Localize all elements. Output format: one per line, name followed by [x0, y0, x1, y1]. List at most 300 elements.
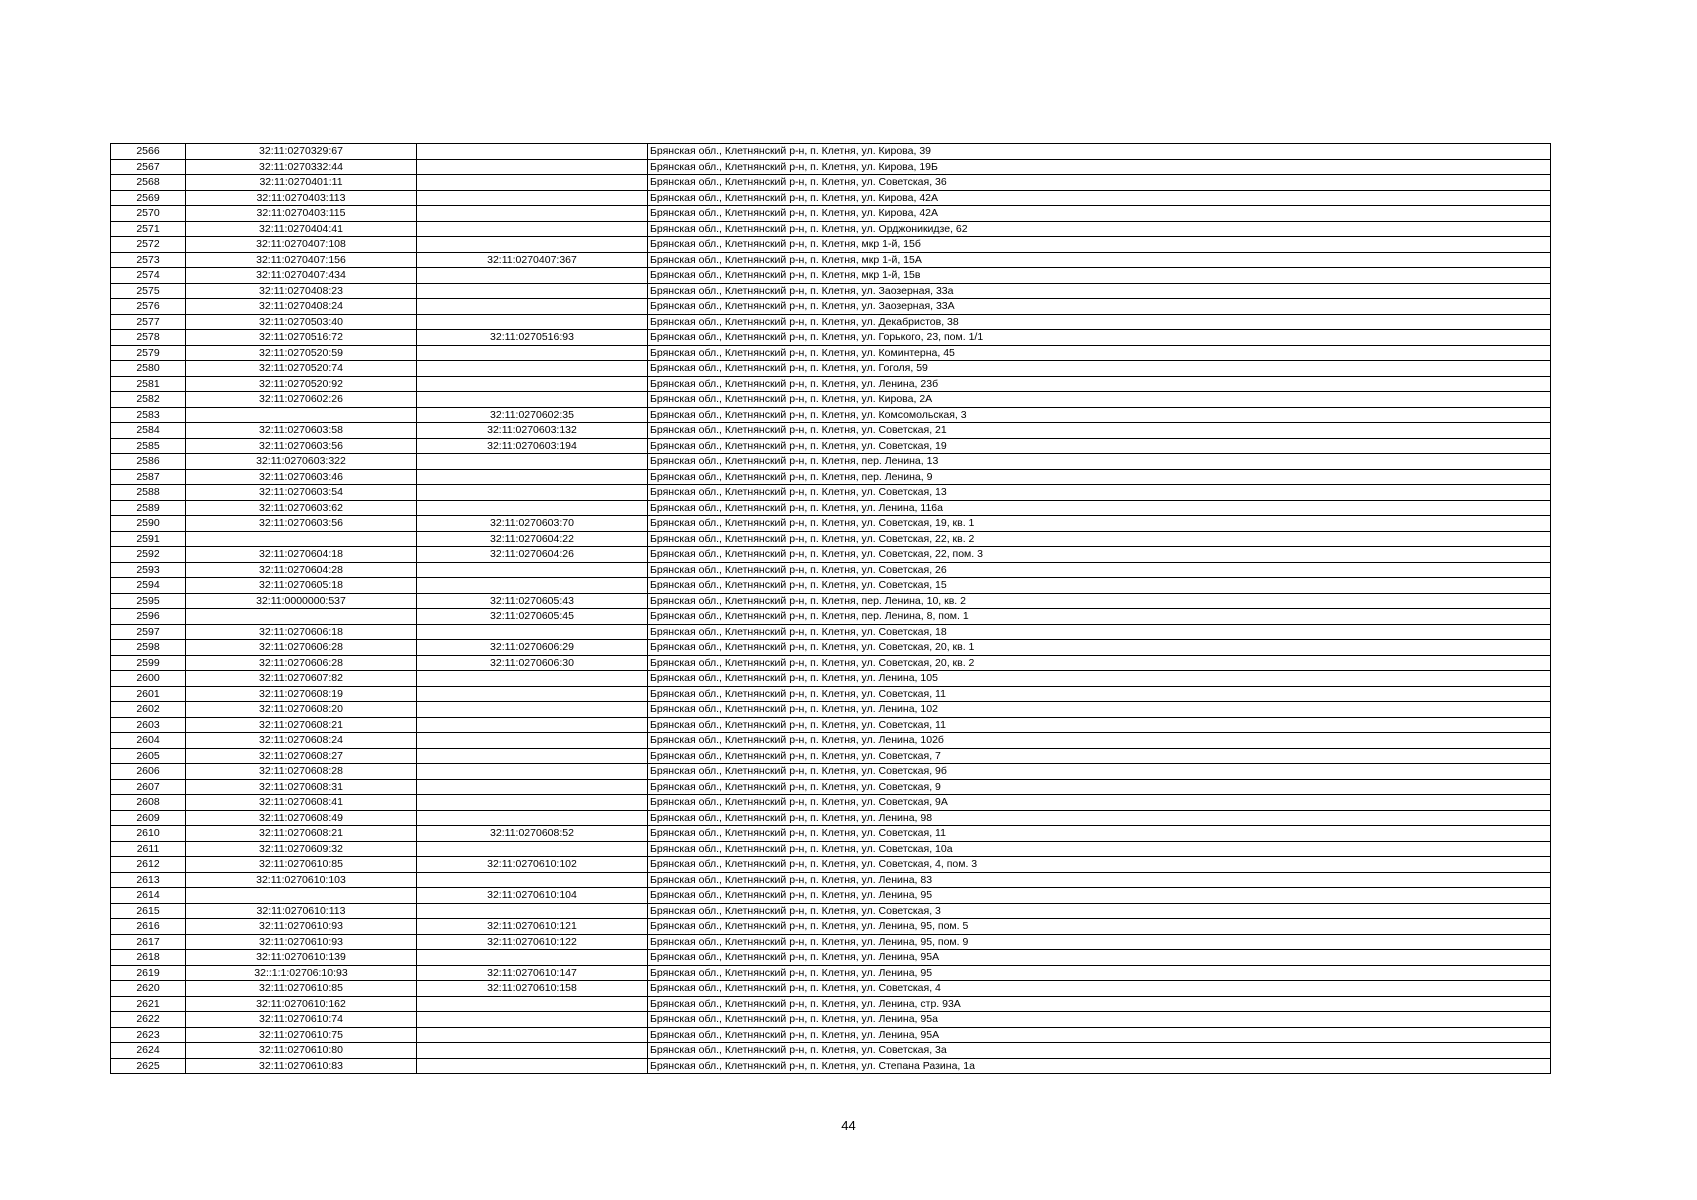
- row-number-cell: 2568: [111, 175, 186, 191]
- table-row: [111, 516, 1551, 532]
- table-row: [111, 934, 1551, 950]
- row-number-cell: 2598: [111, 640, 186, 656]
- object-cadastral-number-cell: 32:11:0270608:52: [417, 826, 648, 842]
- row-number-cell: 2579: [111, 345, 186, 361]
- cadastral-number-cell: 32:11:0270610:85: [186, 981, 417, 997]
- object-cadastral-number-cell: [417, 562, 648, 578]
- address-cell: Брянская обл., Клетнянский р-н, п. Клетня, ул. Ленина, 105: [648, 671, 1551, 687]
- address-cell: Брянская обл., Клетнянский р-н, п. Клетня, ул. Советская, 9: [648, 779, 1551, 795]
- address-cell: Брянская обл., Клетнянский р-н, п. Клетня, ул. Советская, 36: [648, 175, 1551, 191]
- address-cell: Брянская обл., Клетнянский р-н, п. Клетня, ул. Гоголя, 59: [648, 361, 1551, 377]
- object-cadastral-number-cell: [417, 361, 648, 377]
- object-cadastral-number-cell: [417, 795, 648, 811]
- table-row: [111, 299, 1551, 315]
- row-number-cell: 2581: [111, 376, 186, 392]
- row-number-cell: 2620: [111, 981, 186, 997]
- table-row: [111, 500, 1551, 516]
- cadastral-number-cell: 32:11:0270610:80: [186, 1043, 417, 1059]
- object-cadastral-number-cell: 32:11:0270604:26: [417, 547, 648, 563]
- row-number-cell: 2582: [111, 392, 186, 408]
- object-cadastral-number-cell: [417, 671, 648, 687]
- table-row: [111, 609, 1551, 625]
- row-number-cell: 2584: [111, 423, 186, 439]
- address-cell: Брянская обл., Клетнянский р-н, п. Клетня, пер. Ленина, 10, кв. 2: [648, 593, 1551, 609]
- row-number-cell: 2622: [111, 1012, 186, 1028]
- address-cell: Брянская обл., Клетнянский р-н, п. Клетня, ул. Советская, 22, пом. 3: [648, 547, 1551, 563]
- object-cadastral-number-cell: [417, 469, 648, 485]
- address-cell: Брянская обл., Клетнянский р-н, п. Клетня, ул. Советская, 9А: [648, 795, 1551, 811]
- cadastral-number-cell: [186, 531, 417, 547]
- row-number-cell: 2566: [111, 144, 186, 160]
- address-cell: Брянская обл., Клетнянский р-н, п. Клетня, ул. Советская, 22, кв. 2: [648, 531, 1551, 547]
- table-row: [111, 1012, 1551, 1028]
- row-number-cell: 2621: [111, 996, 186, 1012]
- address-cell: Брянская обл., Клетнянский р-н, п. Клетня, ул. Орджоникидзе, 62: [648, 221, 1551, 237]
- object-cadastral-number-cell: [417, 779, 648, 795]
- row-number-cell: 2594: [111, 578, 186, 594]
- object-cadastral-number-cell: 32:11:0270602:35: [417, 407, 648, 423]
- object-cadastral-number-cell: [417, 237, 648, 253]
- object-cadastral-number-cell: 32:11:0270407:367: [417, 252, 648, 268]
- table-row: [111, 919, 1551, 935]
- table-row: [111, 144, 1551, 160]
- address-cell: Брянская обл., Клетнянский р-н, п. Клетня, ул. Советская, 19: [648, 438, 1551, 454]
- row-number-cell: 2610: [111, 826, 186, 842]
- address-cell: Брянская обл., Клетнянский р-н, п. Клетня, ул. Декабристов, 38: [648, 314, 1551, 330]
- row-number-cell: 2588: [111, 485, 186, 501]
- row-number-cell: 2609: [111, 810, 186, 826]
- row-number-cell: 2624: [111, 1043, 186, 1059]
- table-row: [111, 624, 1551, 640]
- object-cadastral-number-cell: 32:11:0270610:104: [417, 888, 648, 904]
- object-cadastral-number-cell: [417, 702, 648, 718]
- row-number-cell: 2614: [111, 888, 186, 904]
- object-cadastral-number-cell: 32:11:0270516:93: [417, 330, 648, 346]
- row-number-cell: 2607: [111, 779, 186, 795]
- row-number-cell: 2599: [111, 655, 186, 671]
- cadastral-number-cell: 32:11:0270407:434: [186, 268, 417, 284]
- address-cell: Брянская обл., Клетнянский р-н, п. Клетня, ул. Советская, 18: [648, 624, 1551, 640]
- object-cadastral-number-cell: 32:11:0270610:122: [417, 934, 648, 950]
- object-cadastral-number-cell: [417, 485, 648, 501]
- address-cell: Брянская обл., Клетнянский р-н, п. Клетня, пер. Ленина, 13: [648, 454, 1551, 470]
- address-cell: Брянская обл., Клетнянский р-н, п. Клетня, ул. Ленина, 116а: [648, 500, 1551, 516]
- cadastral-number-cell: 32:11:0270607:82: [186, 671, 417, 687]
- table-row: [111, 392, 1551, 408]
- cadastral-number-cell: 32:11:0270606:28: [186, 640, 417, 656]
- table-row: [111, 1058, 1551, 1074]
- object-cadastral-number-cell: [417, 1012, 648, 1028]
- table-row: [111, 423, 1551, 439]
- address-cell: Брянская обл., Клетнянский р-н, п. Клетня, ул. Советская, 10а: [648, 841, 1551, 857]
- table-row: [111, 330, 1551, 346]
- address-cell: Брянская обл., Клетнянский р-н, п. Клетня, мкр 1-й, 15А: [648, 252, 1551, 268]
- address-cell: Брянская обл., Клетнянский р-н, п. Клетня, ул. Ленина, 102: [648, 702, 1551, 718]
- cadastral-number-cell: 32:11:0270408:24: [186, 299, 417, 315]
- row-number-cell: 2595: [111, 593, 186, 609]
- table-row: [111, 454, 1551, 470]
- cadastral-number-cell: 32:11:0270603:56: [186, 516, 417, 532]
- table-row: [111, 376, 1551, 392]
- address-cell: Брянская обл., Клетнянский р-н, п. Клетня, ул. Советская, 15: [648, 578, 1551, 594]
- object-cadastral-number-cell: 32:11:0270603:132: [417, 423, 648, 439]
- cadastral-number-cell: 32:11:0000000:537: [186, 593, 417, 609]
- cadastral-number-cell: 32:11:0270610:83: [186, 1058, 417, 1074]
- row-number-cell: 2592: [111, 547, 186, 563]
- row-number-cell: 2608: [111, 795, 186, 811]
- table-row: [111, 562, 1551, 578]
- address-cell: Брянская обл., Клетнянский р-н, п. Клетня, ул. Ленина, 95А: [648, 1027, 1551, 1043]
- address-cell: Брянская обл., Клетнянский р-н, п. Клетня, ул. Ленина, 98: [648, 810, 1551, 826]
- row-number-cell: 2593: [111, 562, 186, 578]
- row-number-cell: 2623: [111, 1027, 186, 1043]
- row-number-cell: 2578: [111, 330, 186, 346]
- table-row: [111, 857, 1551, 873]
- cadastral-number-cell: 32:11:0270610:113: [186, 903, 417, 919]
- object-cadastral-number-cell: [417, 268, 648, 284]
- object-cadastral-number-cell: [417, 454, 648, 470]
- address-cell: Брянская обл., Клетнянский р-н, п. Клетня, ул. Советская, 3а: [648, 1043, 1551, 1059]
- address-cell: Брянская обл., Клетнянский р-н, п. Клетня, ул. Горького, 23, пом. 1/1: [648, 330, 1551, 346]
- address-cell: Брянская обл., Клетнянский р-н, п. Клетня, ул. Ленина, 95, пом. 5: [648, 919, 1551, 935]
- table-row: [111, 640, 1551, 656]
- cadastral-number-cell: 32:11:0270610:74: [186, 1012, 417, 1028]
- table-row: [111, 903, 1551, 919]
- page-number: 44: [841, 1118, 856, 1133]
- object-cadastral-number-cell: [417, 903, 648, 919]
- cadastral-number-cell: 32:11:0270603:54: [186, 485, 417, 501]
- row-number-cell: 2617: [111, 934, 186, 950]
- row-number-cell: 2606: [111, 764, 186, 780]
- address-cell: Брянская обл., Клетнянский р-н, п. Клетня, ул. Советская, 13: [648, 485, 1551, 501]
- address-cell: Брянская обл., Клетнянский р-н, п. Клетня, ул. Комсомольская, 3: [648, 407, 1551, 423]
- row-number-cell: 2573: [111, 252, 186, 268]
- cadastral-number-cell: 32:11:0270608:31: [186, 779, 417, 795]
- row-number-cell: 2603: [111, 717, 186, 733]
- row-number-cell: 2596: [111, 609, 186, 625]
- table-row: [111, 981, 1551, 997]
- address-cell: Брянская обл., Клетнянский р-н, п. Клетня, ул. Кирова, 2А: [648, 392, 1551, 408]
- table-row: [111, 655, 1551, 671]
- table-row: [111, 872, 1551, 888]
- address-cell: Брянская обл., Клетнянский р-н, п. Клетня, ул. Советская, 4, пом. 3: [648, 857, 1551, 873]
- cadastral-number-cell: 32:11:0270610:162: [186, 996, 417, 1012]
- address-cell: Брянская обл., Клетнянский р-н, п. Клетня, пер. Ленина, 9: [648, 469, 1551, 485]
- cadastral-number-cell: 32:11:0270408:23: [186, 283, 417, 299]
- cadastral-number-cell: 32:11:0270606:18: [186, 624, 417, 640]
- cadastral-number-cell: 32:11:0270608:20: [186, 702, 417, 718]
- object-cadastral-number-cell: [417, 283, 648, 299]
- object-cadastral-number-cell: 32:11:0270610:102: [417, 857, 648, 873]
- object-cadastral-number-cell: 32:11:0270610:158: [417, 981, 648, 997]
- table-row: [111, 795, 1551, 811]
- address-cell: Брянская обл., Клетнянский р-н, п. Клетня, ул. Ленина, 102б: [648, 733, 1551, 749]
- cadastral-number-cell: 32:11:0270605:18: [186, 578, 417, 594]
- row-number-cell: 2613: [111, 872, 186, 888]
- object-cadastral-number-cell: 32:11:0270604:22: [417, 531, 648, 547]
- address-cell: Брянская обл., Клетнянский р-н, п. Клетня, ул. Ленина, 23б: [648, 376, 1551, 392]
- cadastral-number-cell: 32:11:0270608:24: [186, 733, 417, 749]
- row-number-cell: 2586: [111, 454, 186, 470]
- object-cadastral-number-cell: [417, 1043, 648, 1059]
- address-cell: Брянская обл., Клетнянский р-н, п. Клетня, ул. Ленина, 95А: [648, 950, 1551, 966]
- cadastral-number-cell: 32:11:0270404:41: [186, 221, 417, 237]
- address-cell: Брянская обл., Клетнянский р-н, п. Клетня, ул. Кирова, 39: [648, 144, 1551, 160]
- row-number-cell: 2611: [111, 841, 186, 857]
- object-cadastral-number-cell: 32:11:0270605:45: [417, 609, 648, 625]
- cadastral-number-cell: 32:11:0270516:72: [186, 330, 417, 346]
- object-cadastral-number-cell: [417, 578, 648, 594]
- object-cadastral-number-cell: [417, 299, 648, 315]
- table-row: [111, 810, 1551, 826]
- object-cadastral-number-cell: [417, 841, 648, 857]
- cadastral-number-cell: 32:11:0270503:40: [186, 314, 417, 330]
- table-row: [111, 671, 1551, 687]
- cadastral-number-cell: 32:11:0270603:62: [186, 500, 417, 516]
- address-cell: Брянская обл., Клетнянский р-н, п. Клетня, ул. Ленина, 95: [648, 888, 1551, 904]
- table-row: [111, 221, 1551, 237]
- cadastral-number-cell: 32::1:1:02706:10:93: [186, 965, 417, 981]
- object-cadastral-number-cell: 32:11:0270610:147: [417, 965, 648, 981]
- object-cadastral-number-cell: [417, 190, 648, 206]
- address-cell: Брянская обл., Клетнянский р-н, п. Клетня, ул. Ленина, 95а: [648, 1012, 1551, 1028]
- cadastral-number-cell: 32:11:0270608:21: [186, 826, 417, 842]
- object-cadastral-number-cell: 32:11:0270610:121: [417, 919, 648, 935]
- address-cell: Брянская обл., Клетнянский р-н, п. Клетня, пер. Ленина, 8, пом. 1: [648, 609, 1551, 625]
- row-number-cell: 2616: [111, 919, 186, 935]
- registry-table: [110, 143, 1551, 1074]
- table-row: [111, 237, 1551, 253]
- table-row: [111, 407, 1551, 423]
- address-cell: Брянская обл., Клетнянский р-н, п. Клетня, ул. Кирова, 42А: [648, 206, 1551, 222]
- address-cell: Брянская обл., Клетнянский р-н, п. Клетня, мкр 1-й, 15в: [648, 268, 1551, 284]
- object-cadastral-number-cell: [417, 175, 648, 191]
- address-cell: Брянская обл., Клетнянский р-н, п. Клетня, ул. Ленина, 95, пом. 9: [648, 934, 1551, 950]
- row-number-cell: 2591: [111, 531, 186, 547]
- row-number-cell: 2570: [111, 206, 186, 222]
- address-cell: Брянская обл., Клетнянский р-н, п. Клетня, ул. Ленина, стр. 93А: [648, 996, 1551, 1012]
- table-row: [111, 206, 1551, 222]
- row-number-cell: 2602: [111, 702, 186, 718]
- cadastral-number-cell: [186, 609, 417, 625]
- address-cell: Брянская обл., Клетнянский р-н, п. Клетня, ул. Советская, 21: [648, 423, 1551, 439]
- table-row: [111, 469, 1551, 485]
- cadastral-number-cell: 32:11:0270403:115: [186, 206, 417, 222]
- cadastral-number-cell: 32:11:0270608:28: [186, 764, 417, 780]
- cadastral-number-cell: 32:11:0270610:93: [186, 934, 417, 950]
- cadastral-number-cell: [186, 407, 417, 423]
- cadastral-number-cell: 32:11:0270332:44: [186, 159, 417, 175]
- cadastral-number-cell: 32:11:0270610:139: [186, 950, 417, 966]
- object-cadastral-number-cell: [417, 376, 648, 392]
- cadastral-number-cell: 32:11:0270604:28: [186, 562, 417, 578]
- table-row: [111, 686, 1551, 702]
- table-row: [111, 485, 1551, 501]
- address-cell: Брянская обл., Клетнянский р-н, п. Клетня, ул. Советская, 11: [648, 826, 1551, 842]
- cadastral-number-cell: 32:11:0270603:46: [186, 469, 417, 485]
- object-cadastral-number-cell: [417, 764, 648, 780]
- address-cell: Брянская обл., Клетнянский р-н, п. Клетня, ул. Советская, 19, кв. 1: [648, 516, 1551, 532]
- cadastral-number-cell: 32:11:0270610:93: [186, 919, 417, 935]
- table-row: [111, 593, 1551, 609]
- cadastral-number-cell: 32:11:0270407:156: [186, 252, 417, 268]
- cadastral-number-cell: 32:11:0270610:103: [186, 872, 417, 888]
- object-cadastral-number-cell: [417, 733, 648, 749]
- object-cadastral-number-cell: [417, 345, 648, 361]
- address-cell: Брянская обл., Клетнянский р-н, п. Клетня, ул. Советская, 11: [648, 686, 1551, 702]
- table-row: [111, 1027, 1551, 1043]
- row-number-cell: 2625: [111, 1058, 186, 1074]
- table-row: [111, 733, 1551, 749]
- table-row: [111, 996, 1551, 1012]
- cadastral-number-cell: 32:11:0270329:67: [186, 144, 417, 160]
- address-cell: Брянская обл., Клетнянский р-н, п. Клетня, ул. Советская, 26: [648, 562, 1551, 578]
- table-row: [111, 175, 1551, 191]
- object-cadastral-number-cell: [417, 159, 648, 175]
- table-row: [111, 779, 1551, 795]
- row-number-cell: 2601: [111, 686, 186, 702]
- address-cell: Брянская обл., Клетнянский р-н, п. Клетня, ул. Кирова, 19Б: [648, 159, 1551, 175]
- object-cadastral-number-cell: [417, 206, 648, 222]
- address-cell: Брянская обл., Клетнянский р-н, п. Клетня, ул. Ленина, 83: [648, 872, 1551, 888]
- object-cadastral-number-cell: [417, 1058, 648, 1074]
- row-number-cell: 2567: [111, 159, 186, 175]
- row-number-cell: 2615: [111, 903, 186, 919]
- address-cell: Брянская обл., Клетнянский р-н, п. Клетня, ул. Советская, 9б: [648, 764, 1551, 780]
- cadastral-number-cell: 32:11:0270603:322: [186, 454, 417, 470]
- address-cell: Брянская обл., Клетнянский р-н, п. Клетня, мкр 1-й, 15б: [648, 237, 1551, 253]
- object-cadastral-number-cell: [417, 950, 648, 966]
- row-number-cell: 2605: [111, 748, 186, 764]
- table-row: [111, 764, 1551, 780]
- table-row: [111, 826, 1551, 842]
- table-row: [111, 965, 1551, 981]
- cadastral-number-cell: 32:11:0270609:32: [186, 841, 417, 857]
- object-cadastral-number-cell: [417, 810, 648, 826]
- table-row: [111, 950, 1551, 966]
- row-number-cell: 2600: [111, 671, 186, 687]
- table-row: [111, 314, 1551, 330]
- cadastral-number-cell: 32:11:0270610:85: [186, 857, 417, 873]
- row-number-cell: 2585: [111, 438, 186, 454]
- table-row: [111, 748, 1551, 764]
- table-row: [111, 888, 1551, 904]
- table-row: [111, 190, 1551, 206]
- cadastral-number-cell: 32:11:0270610:75: [186, 1027, 417, 1043]
- row-number-cell: 2590: [111, 516, 186, 532]
- row-number-cell: 2577: [111, 314, 186, 330]
- cadastral-number-cell: 32:11:0270603:56: [186, 438, 417, 454]
- address-cell: Брянская обл., Клетнянский р-н, п. Клетня, ул. Заозерная, 33а: [648, 283, 1551, 299]
- object-cadastral-number-cell: [417, 717, 648, 733]
- cadastral-number-cell: 32:11:0270403:113: [186, 190, 417, 206]
- object-cadastral-number-cell: [417, 392, 648, 408]
- cadastral-number-cell: 32:11:0270520:92: [186, 376, 417, 392]
- object-cadastral-number-cell: 32:11:0270603:70: [417, 516, 648, 532]
- cadastral-number-cell: 32:11:0270520:59: [186, 345, 417, 361]
- row-number-cell: 2580: [111, 361, 186, 377]
- cadastral-number-cell: [186, 888, 417, 904]
- object-cadastral-number-cell: [417, 872, 648, 888]
- cadastral-number-cell: 32:11:0270401:11: [186, 175, 417, 191]
- row-number-cell: 2575: [111, 283, 186, 299]
- object-cadastral-number-cell: [417, 221, 648, 237]
- object-cadastral-number-cell: [417, 314, 648, 330]
- address-cell: Брянская обл., Клетнянский р-н, п. Клетня, ул. Советская, 11: [648, 717, 1551, 733]
- row-number-cell: 2612: [111, 857, 186, 873]
- table-row: [111, 361, 1551, 377]
- cadastral-number-cell: 32:11:0270602:26: [186, 392, 417, 408]
- table-row: [111, 717, 1551, 733]
- cadastral-number-cell: 32:11:0270604:18: [186, 547, 417, 563]
- table-row: [111, 702, 1551, 718]
- row-number-cell: 2589: [111, 500, 186, 516]
- object-cadastral-number-cell: [417, 624, 648, 640]
- cadastral-number-cell: 32:11:0270608:19: [186, 686, 417, 702]
- address-cell: Брянская обл., Клетнянский р-н, п. Клетня, ул. Советская, 20, кв. 2: [648, 655, 1551, 671]
- row-number-cell: 2619: [111, 965, 186, 981]
- table-row: [111, 841, 1551, 857]
- address-cell: Брянская обл., Клетнянский р-н, п. Клетня, ул. Советская, 7: [648, 748, 1551, 764]
- row-number-cell: 2569: [111, 190, 186, 206]
- object-cadastral-number-cell: 32:11:0270606:30: [417, 655, 648, 671]
- cadastral-number-cell: 32:11:0270603:58: [186, 423, 417, 439]
- object-cadastral-number-cell: 32:11:0270606:29: [417, 640, 648, 656]
- row-number-cell: 2597: [111, 624, 186, 640]
- row-number-cell: 2587: [111, 469, 186, 485]
- table-row: [111, 268, 1551, 284]
- table-row: [111, 252, 1551, 268]
- table-row: [111, 159, 1551, 175]
- registry-table-body: [111, 144, 1551, 1074]
- address-cell: Брянская обл., Клетнянский р-н, п. Клетня, ул. Советская, 20, кв. 1: [648, 640, 1551, 656]
- address-cell: Брянская обл., Клетнянский р-н, п. Клетня, ул. Советская, 4: [648, 981, 1551, 997]
- table-row: [111, 345, 1551, 361]
- row-number-cell: 2574: [111, 268, 186, 284]
- row-number-cell: 2583: [111, 407, 186, 423]
- row-number-cell: 2604: [111, 733, 186, 749]
- address-cell: Брянская обл., Клетнянский р-н, п. Клетня, ул. Ленина, 95: [648, 965, 1551, 981]
- cadastral-number-cell: 32:11:0270407:108: [186, 237, 417, 253]
- cadastral-number-cell: 32:11:0270608:49: [186, 810, 417, 826]
- table-row: [111, 1043, 1551, 1059]
- object-cadastral-number-cell: [417, 144, 648, 160]
- row-number-cell: 2572: [111, 237, 186, 253]
- table-row: [111, 531, 1551, 547]
- address-cell: Брянская обл., Клетнянский р-н, п. Клетня, ул. Заозерная, 33А: [648, 299, 1551, 315]
- object-cadastral-number-cell: 32:11:0270603:194: [417, 438, 648, 454]
- object-cadastral-number-cell: [417, 500, 648, 516]
- cadastral-number-cell: 32:11:0270608:41: [186, 795, 417, 811]
- cadastral-number-cell: 32:11:0270606:28: [186, 655, 417, 671]
- address-cell: Брянская обл., Клетнянский р-н, п. Клетня, ул. Степана Разина, 1а: [648, 1058, 1551, 1074]
- address-cell: Брянская обл., Клетнянский р-н, п. Клетня, ул. Советская, 3: [648, 903, 1551, 919]
- table-row: [111, 578, 1551, 594]
- object-cadastral-number-cell: [417, 1027, 648, 1043]
- table-row: [111, 547, 1551, 563]
- row-number-cell: 2571: [111, 221, 186, 237]
- table-row: [111, 438, 1551, 454]
- table-row: [111, 283, 1551, 299]
- row-number-cell: 2618: [111, 950, 186, 966]
- object-cadastral-number-cell: [417, 748, 648, 764]
- address-cell: Брянская обл., Клетнянский р-н, п. Клетня, ул. Кирова, 42А: [648, 190, 1551, 206]
- object-cadastral-number-cell: [417, 996, 648, 1012]
- object-cadastral-number-cell: 32:11:0270605:43: [417, 593, 648, 609]
- cadastral-number-cell: 32:11:0270520:74: [186, 361, 417, 377]
- row-number-cell: 2576: [111, 299, 186, 315]
- cadastral-number-cell: 32:11:0270608:21: [186, 717, 417, 733]
